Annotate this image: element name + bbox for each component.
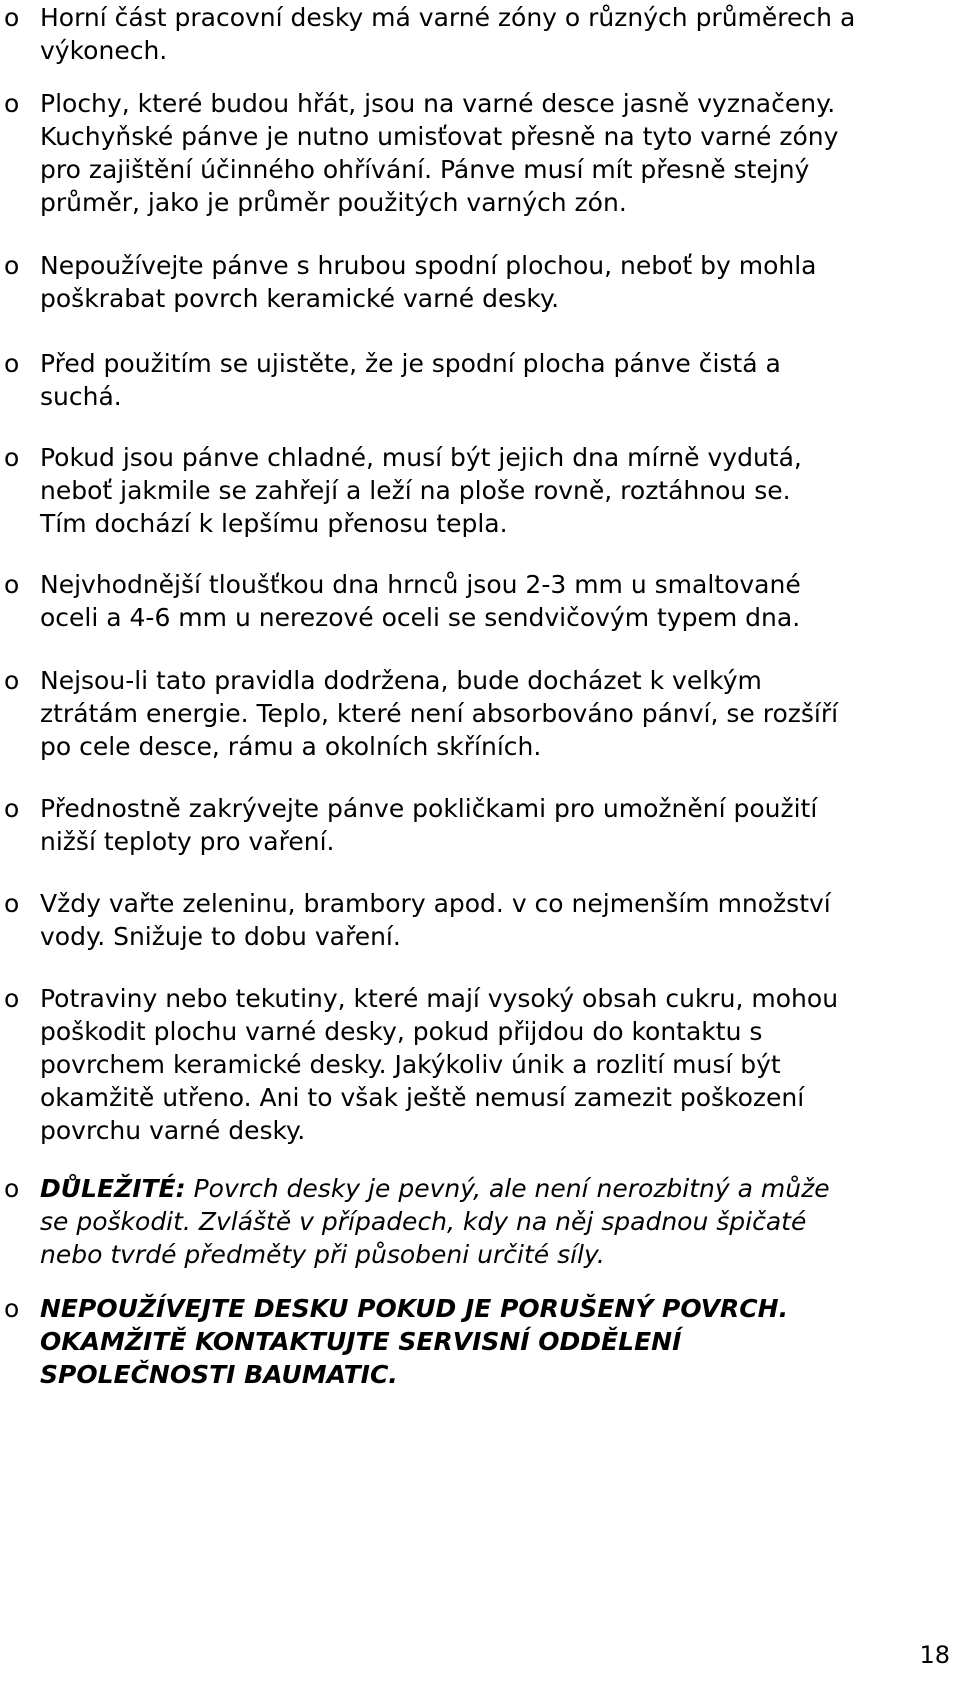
warning-text: NEPOUŽÍVEJTE DESKU POKUD JE PORUŠENÝ POVRCH. OKAMŽITĚ KONTAKTUJTE SERVISNÍ ODDĚLENÍ SPOLEČNOSTI BAUMATIC.	[40, 1294, 789, 1389]
bullet-marker: o	[4, 251, 20, 280]
important-label: DŮLEŽITÉ:	[40, 1174, 186, 1203]
list-item-text: Plochy, které budou hřát, jsou na varné desce jasně vyznačeny. Kuchyňské pánve je nutno umisťovat přesně na tyto varné zóny pro zajištění účinného ohřívání. Pánve musí mít přesně stejný průměr, jako je průměr použitých varných zón.	[40, 89, 839, 217]
bullet-marker: o	[4, 349, 20, 378]
bullet-marker: o	[4, 443, 20, 472]
page-number: 18	[919, 1641, 950, 1669]
list-item-text: Přednostně zakrývejte pánve pokličkami pro umožnění použití nižší teploty pro vaření.	[40, 794, 818, 856]
list-item-text: Vždy vařte zeleninu, brambory apod. v co nejmenším množství vody. Snižuje to dobu vaření.	[40, 889, 831, 951]
list-item-text: Nejvhodnější tloušťkou dna hrnců jsou 2-3 mm u smaltované oceli a 4-6 mm u nerezové oceli se sendvičovým typem dna.	[40, 570, 801, 632]
list-item-text: Potraviny nebo tekutiny, které mají vysoký obsah cukru, mohou poškodit plochu varné desky, pokud přijdou do kontaktu s povrchem keramické desky. Jakýkoliv únik a rozlití musí být okamžitě utřeno. Ani to však ještě nemusí zamezit poškození povrchu varné desky.	[40, 984, 839, 1145]
important-note	[40, 1172, 940, 1271]
important-note-text: Povrch desky je pevný, ale není nerozbitný a může se poškodit. Zvláště v případech, kdy na něj spadnou špičaté nebo tvrdé předměty při působeni určité síly.	[40, 1174, 830, 1269]
bullet-marker: o	[4, 89, 20, 118]
list-item-text: Pokud jsou pánve chladné, musí být jejich dna mírně vydutá, neboť jakmile se zahřejí a leží na ploše rovně, roztáhnou se. Tím dochází k lepšímu přenosu tepla.	[40, 443, 802, 538]
bullet-marker: o	[4, 889, 20, 918]
bullet-marker: o	[4, 3, 20, 32]
list-item-text: Horní část pracovní desky má varné zóny o různých průměrech a výkonech.	[40, 3, 856, 65]
bullet-marker: o	[4, 666, 20, 695]
list-item-text: Nejsou-li tato pravidla dodržena, bude docházet k velkým ztrátám energie. Teplo, které není absorbováno pánví, se rozšíří po cele desce, rámu a okolních skříních.	[40, 666, 839, 761]
bullet-marker: o	[4, 984, 20, 1013]
list-item-text: Před použitím se ujistěte, že je spodní plocha pánve čistá a suchá.	[40, 349, 781, 411]
list-item-text: Nepoužívejte pánve s hrubou spodní plochou, neboť by mohla poškrabat povrch keramické varné desky.	[40, 251, 817, 313]
bullet-marker: o	[4, 1294, 20, 1323]
bullet-marker: o	[4, 1174, 20, 1203]
bullet-marker: o	[4, 570, 20, 599]
bullet-marker: o	[4, 794, 20, 823]
